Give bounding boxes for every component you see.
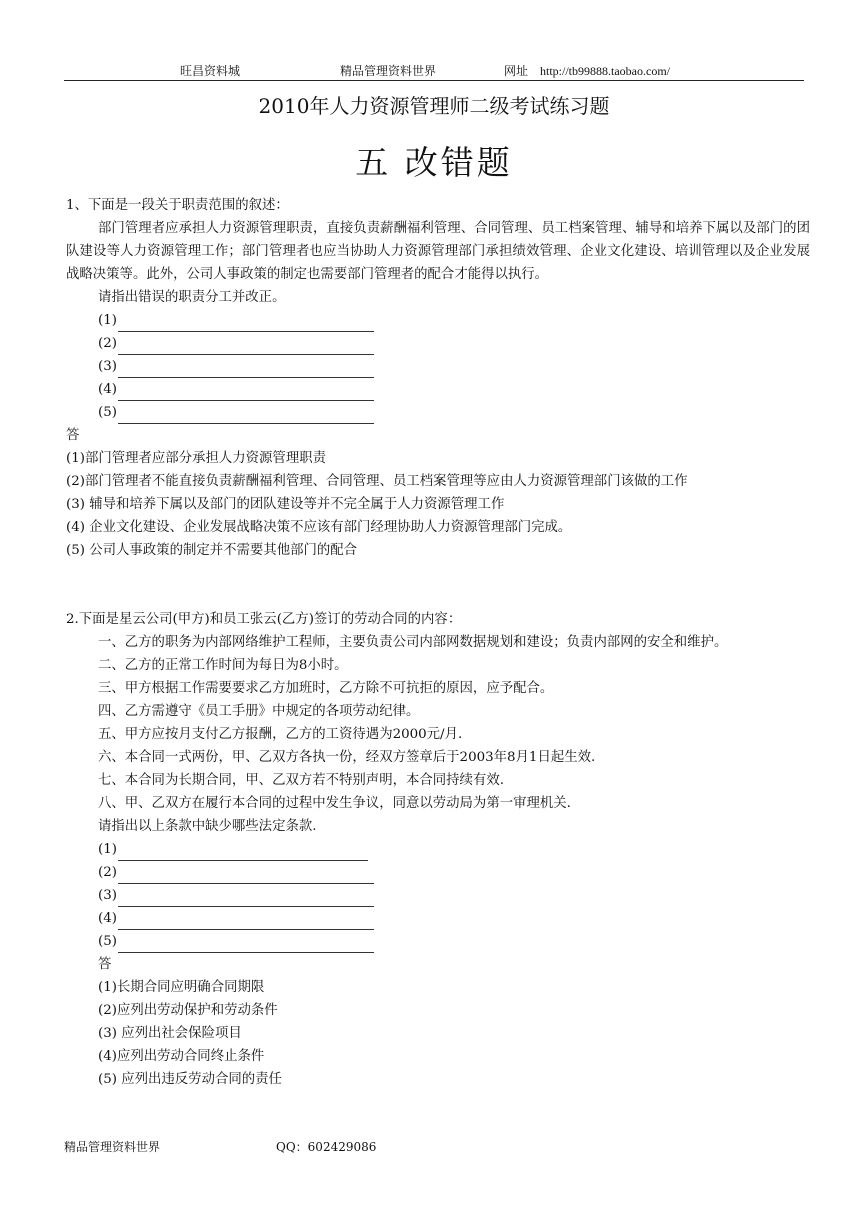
q2-blank-4: [66, 907, 810, 930]
answer-blank-line: [118, 314, 374, 332]
answer-blank-line: [118, 866, 374, 884]
q1-blank-1: [66, 309, 810, 332]
answer-blank-line: [118, 889, 374, 907]
header-divider: [64, 80, 804, 81]
q1-prompt: 1、下面是一段关于职责范围的叙述：: [66, 198, 289, 213]
answer-blank-line: [118, 406, 374, 424]
q1-answer-4: (4) 企业文化建设、企业发展战略决策不应该有部门经理协助人力资源管理部门完成。: [66, 520, 572, 535]
blank-number: (5): [98, 405, 117, 420]
header-url-link[interactable]: http://tb99888.taobao.com/: [540, 64, 670, 78]
q1-answer-label: 答: [66, 428, 80, 443]
blank-number: (3): [98, 359, 117, 374]
q1-answer-1: (1)部门管理者应部分承担人力资源管理职责: [66, 451, 326, 466]
answer-blank-line: [118, 383, 374, 401]
blank-number: (1): [98, 842, 117, 857]
q2-blank-2: [66, 861, 810, 884]
section-title: 五 改错题: [355, 143, 513, 182]
q2-prompt: 2.下面是星云公司(甲方)和员工张云(乙方)签订的劳动合同的内容：: [66, 612, 462, 627]
blank-number: (4): [98, 911, 117, 926]
q2-clause-5: 五、甲方应按月支付乙方报酬，乙方的工资待遇为2000元/月.: [98, 727, 463, 742]
q2-instruction: 请指出以上条款中缺少哪些法定条款.: [98, 819, 317, 834]
q2-answer-4: (4)应列出劳动合同终止条件: [98, 1049, 265, 1064]
spacer: [66, 562, 810, 608]
q2-clause-4: 四、乙方需遵守《员工手册》中规定的各项劳动纪律。: [98, 704, 420, 719]
q2-clause-1: 一、乙方的职务为内部网络维护工程师，主要负责公司内部网数据规划和建设；负责内部网的安全和维护。: [98, 635, 728, 650]
q1-blank-4: [66, 378, 810, 401]
q2-clause-7: 七、本合同为长期合同，甲、乙双方若不特别声明，本合同持续有效.: [98, 773, 504, 788]
q1-blank-3: [66, 355, 810, 378]
q1-paragraph: 部门管理者应承担人力资源管理职责，直接负责薪酬福利管理、合同管理、员工档案管理、辅导和培养下属以及部门的团队建设等人力资源管理工作；部门管理者也应当协助人力资源管理部门承担绩效管理、企业文化建设、培训管理以及企业发展战略决策等。此外，公司人事政策的制定也需要部门管理者的配合才能得以执行。: [66, 221, 810, 282]
header-center-text: 精品管理资料世界: [340, 64, 437, 78]
q2-clause-2: 二、乙方的正常工作时间为每日为8小时。: [98, 658, 348, 673]
q1-answer-2: (2)部门管理者不能直接负责薪酬福利管理、合同管理、员工档案管理等应由人力资源管理部门该做的工作: [66, 474, 688, 489]
blank-number: (5): [98, 934, 117, 949]
page-footer: [64, 1138, 804, 1156]
blank-number: (4): [98, 382, 117, 397]
blank-number: (2): [98, 336, 117, 351]
page-header: [64, 62, 804, 80]
q1-blank-5: [66, 401, 810, 424]
footer-site-name: 精品管理资料世界: [64, 1140, 161, 1154]
blank-number: (2): [98, 865, 117, 880]
q2-answer-2: (2)应列出劳动保护和劳动条件: [98, 1003, 278, 1018]
q2-blank-3: [66, 884, 810, 907]
answer-blank-line: [118, 843, 368, 861]
answer-blank-line: [118, 935, 374, 953]
header-url-label: 网址: [504, 64, 529, 78]
document-title: 2010年人力资源管理师二级考试练习题: [258, 94, 610, 118]
answer-blank-line: [118, 912, 374, 930]
answer-blank-line: [118, 337, 374, 355]
q2-answer-1: (1)长期合同应明确合同期限: [98, 980, 265, 995]
q2-clause-3: 三、甲方根据工作需要要求乙方加班时，乙方除不可抗拒的原因，应予配合。: [98, 681, 554, 696]
q2-answer-5: (5) 应列出违反劳动合同的责任: [98, 1072, 282, 1087]
q1-answer-3: (3) 辅导和培养下属以及部门的团队建设等并不完全属于人力资源管理工作: [66, 497, 505, 512]
blank-number: (1): [98, 313, 117, 328]
q2-clause-8: 八、甲、乙双方在履行本合同的过程中发生争议，同意以劳动局为第一审理机关.: [98, 796, 571, 811]
q1-answer-5: (5) 公司人事政策的制定并不需要其他部门的配合: [66, 543, 358, 558]
blank-number: (3): [98, 888, 117, 903]
q2-blank-1: [66, 838, 810, 861]
answer-blank-line: [118, 360, 374, 378]
document-body: [66, 194, 810, 1091]
q2-clause-6: 六、本合同一式两份，甲、乙双方各执一份，经双方签章后于2003年8月1日起生效.: [98, 750, 596, 765]
q2-answer-3: (3) 应列出社会保险项目: [98, 1026, 242, 1041]
q2-answer-label: 答: [98, 957, 112, 972]
q1-blank-2: [66, 332, 810, 355]
header-shop-name: 旺昌资料城: [180, 64, 241, 78]
footer-qq: QQ：602429086: [276, 1140, 377, 1154]
q1-instruction: 请指出错误的职责分工并改正。: [98, 290, 286, 305]
q2-blank-5: [66, 930, 810, 953]
